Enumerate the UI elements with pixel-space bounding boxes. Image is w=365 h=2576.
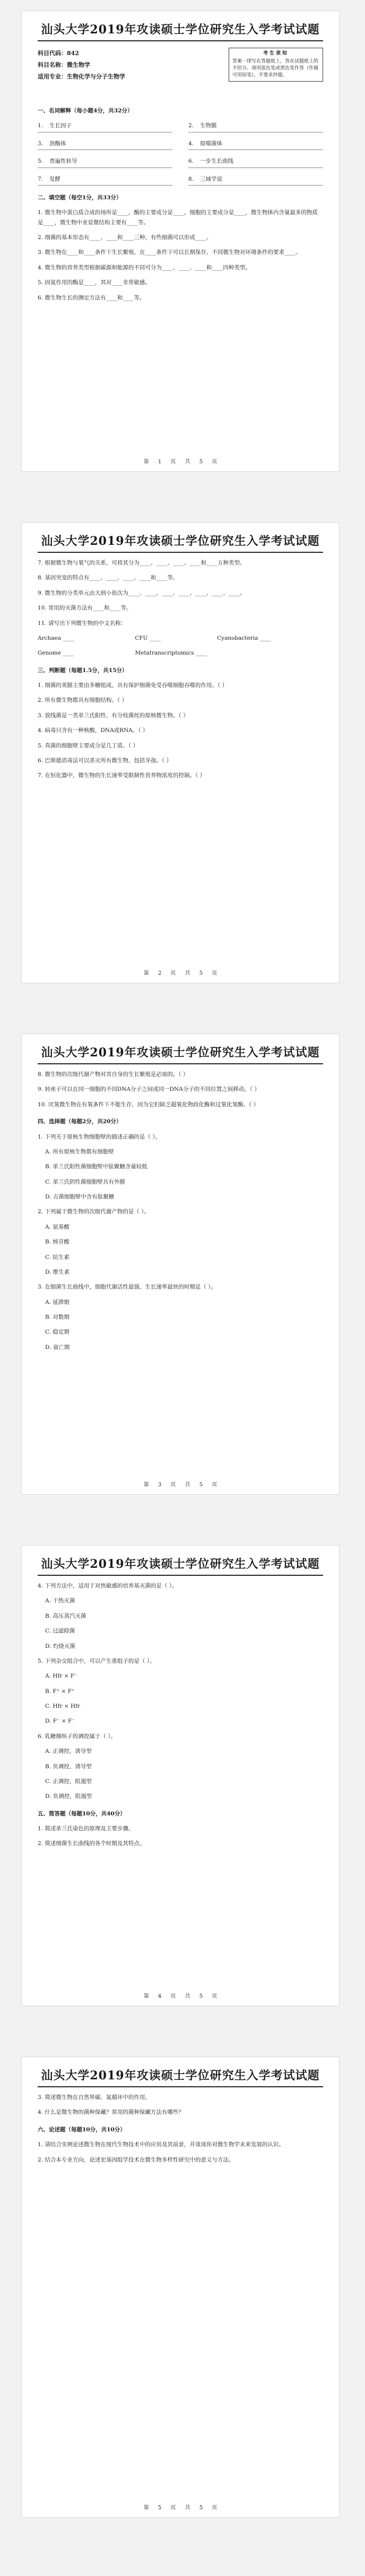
choice-option: B. 高压蒸汽灭菌 [45,1612,86,1619]
term-item: 2. 生物膜 [188,121,323,132]
fill-question: 3. 微生物在____和____条件下生长繁殖，在____条件下可以长期保存，不同微生物对环境条件的要求____。 [38,249,301,256]
applicable-major: 适用专业：生物化学与分子生物学 [38,73,125,80]
choice-option: A. 延滞期 [45,1299,69,1305]
choice-option: D. 维生素 [45,1268,70,1275]
choice-option: B. 核苷酸 [45,1239,69,1246]
choice-option: D. 负调控，阻遏型 [45,1793,92,1800]
judge-question: 7. 在恒化器中，微生物的生长速率受限制性营养物浓度的控制。（ ） [38,772,205,779]
notes-title: 考生须知 [263,51,289,56]
term-item: 5. 普遍性转导 [38,156,172,167]
choice-option: A. 氨基酸 [45,1223,69,1230]
section-heading: 六、论述题（每题10分，共10分） [38,2126,126,2133]
choice-option: A. 干热灭菌 [45,1598,75,1604]
judge-question: 9. 转座子可以在同一细胞的不同DNA分子之间或同一DNA分子的不同位置之间移动。（ ） [38,1086,260,1093]
choice-option: B. 革兰氏阳性菌细胞壁中肽聚糖含量较低 [45,1163,147,1170]
page-title: 汕头大学2019年攻读硕士学位研究生入学考试试题 [38,1555,323,1576]
page-footer: 第 5 页 共 5 页 [143,2505,218,2511]
page-footer: 第 4 页 共 5 页 [143,1993,218,1999]
essay-question: 1. 请结合实例论述微生物在现代生物技术中的应用及其前景，并谈谈你对微生物学未来发展的认识。 [38,2141,284,2148]
fill-question: 10. 常用的灭菌方法有____和____等。 [38,605,132,612]
exam-page-3 [21,1034,340,1495]
choice-option: A. 所有原核生物都有细胞壁 [45,1148,114,1155]
exam-page-1 [21,11,340,472]
judge-question: 10. 厌氧微生物在有氧条件下不能生存，因为它们缺乏超氧化物歧化酶和过氧化氢酶。（ ） [38,1101,259,1108]
latin-term: CFU ____ [135,634,161,641]
choice-question: 2. 下列属于微生物的次级代谢产物的是（ ）。 [38,1208,150,1215]
section-heading: 一、名词解释（每小题4分，共32分） [38,108,133,114]
choice-option: D. 灼烧灭菌 [45,1643,75,1649]
page-title: 汕头大学2019年攻读硕士学位研究生入学考试试题 [38,532,323,553]
term-item: 4. 原噬菌体 [188,139,323,150]
section-heading: 五、简答题（每题10分，共40分） [38,1810,126,1817]
exam-page-5 [21,2057,340,2518]
page-footer: 第 2 页 共 5 页 [143,971,218,976]
section-heading: 三、判断题（每题1.5分，共15分） [38,667,128,674]
choice-option: A. 正调控，诱导型 [45,1748,92,1755]
short-question: 3. 简述微生物在自然界碳、氮循环中的作用。 [38,2094,151,2101]
choice-option: C. 稳定期 [45,1329,69,1336]
term-item: 7. 发酵 [38,174,172,186]
fill-question: 9. 微生物的分类单元由大到小依次为____、____、____、____、____、____、____。 [38,589,246,596]
judge-question: 4. 病毒只含有一种核酸，DNA或RNA。（ ） [38,727,149,734]
fill-question: 4. 微生物的营养类型根据碳源和能源的不同可分为____、____、____和____四种类型。 [38,264,251,271]
latin-term [217,648,323,658]
terms-grid [38,121,323,186]
section-heading: 四、选择题（每题2分，共20分） [38,1118,122,1125]
section-heading: 二、填空题（每空1分，共33分） [38,194,122,201]
choice-option: C. 抗生素 [45,1254,69,1260]
choice-option: D. 衰亡期 [45,1344,70,1351]
choice-question: 4. 下列方法中，适用于对热敏感的培养基灭菌的是（ ）。 [38,1583,178,1589]
short-question: 2. 简述细菌生长曲线的各个时期及其特点。 [38,1840,145,1847]
fill-question: 7. 根据微生物与氧气的关系，可将其分为____、____、____、____和____五种类型。 [38,560,246,566]
latin-term: Archaea ____ [38,634,74,641]
essay-question: 2. 结合本专业方向，论述宏基因组学技术在微生物多样性研究中的意义与方法。 [38,2156,234,2163]
choice-option: C. 过滤除菌 [45,1628,75,1635]
choice-option: D. 古菌细胞壁中含有肽聚糖 [45,1194,115,1200]
choice-option: A. Hfr × F⁻ [45,1673,77,1680]
page-footer: 第 1 页 共 5 页 [143,459,218,465]
choice-option: B. F⁺ × F⁺ [45,1688,75,1695]
page-title: 汕头大学2019年攻读硕士学位研究生入学考试试题 [38,1044,323,1064]
latin-term: Cyanobacteria ____ [217,634,271,641]
term-item: 8. 三域学说 [188,174,323,186]
judge-question: 3. 放线菌是一类革兰氏阳性、有分枝菌丝的原核微生物。（ ） [38,712,189,719]
subject-code: 科目代码：842 [38,50,79,57]
fill-question: 1. 微生物中蛋白质合成的场所是____，酶的主要成分是____，细胞的主要成分是____，微生物体内含量最多的物质是____，微生物中亚显微结构主要有____等。 [38,209,318,226]
term-item: 6. 一步生长曲线 [188,156,323,167]
judge-question: 2. 所有微生物都具有细胞结构。（ ） [38,697,127,704]
judge-question: 5. 真菌的细胞壁主要成分是几丁质。（ ） [38,742,138,749]
judge-question: 1. 细菌的荚膜主要由多糖组成，具有保护细菌免受吞噬细胞吞噬的作用。（ ） [38,682,228,689]
choice-question: 1. 下列关于原核生物细胞壁的描述正确的是（ ）。 [38,1133,161,1140]
notes-text: 答案一律写在答题纸上，答在试题纸上的不给分。请用蓝色笔或黑色笔作答（作图可用铅笔），不要求抄题。 [232,59,319,78]
candidate-notes-box [229,48,323,82]
exam-page-2 [21,522,340,983]
page-title: 汕头大学2019年攻读硕士学位研究生入学考试试题 [38,21,323,41]
choice-question: 5. 下列杂交组合中，可以产生重组子的是（ ）。 [38,1657,155,1664]
choice-option: B. 负调控，诱导型 [45,1763,92,1770]
fill-question: 5. 固氮作用的酶是____，其对____非常敏感。 [38,279,151,286]
choice-option: C. Hfr × Hfr [45,1703,80,1709]
fill-question: 6. 微生物生长的测定方法有____和____等。 [38,294,145,301]
page-footer: 第 3 页 共 5 页 [143,1482,218,1488]
page-title: 汕头大学2019年攻读硕士学位研究生入学考试试题 [38,2067,323,2087]
latin-term: Genome ____ [38,650,74,657]
choice-option: D. F⁻ × F⁻ [45,1718,75,1725]
term-item: 3. 溶酶体 [38,139,172,150]
short-question: 1. 简述革兰氏染色的原理及主要步骤。 [38,1825,134,1832]
short-question: 4. 什么是微生物的菌种保藏？常用的菌种保藏方法有哪些？ [38,2109,184,2116]
choice-question: 6. 乳糖操纵子的调控属于（ ）。 [38,1733,116,1740]
term-item: 1. 生长因子 [38,121,172,132]
fill-question: 11. 请写出下列微生物的中文名称： [38,620,127,627]
latin-terms [38,633,323,658]
judge-question: 8. 微生物的次级代谢产物对其自身的生长繁殖是必需的。（ ） [38,1071,189,1078]
exam-page-4 [21,1545,340,2006]
judge-question: 6. 巴斯德消毒法可以杀灭所有微生物，包括芽孢。（ ） [38,757,172,764]
exam-info [38,48,323,99]
choice-option: B. 对数期 [45,1314,69,1320]
choice-option: C. 革兰氏阴性菌细胞壁具有外膜 [45,1178,125,1185]
choice-option: C. 正调控，阻遏型 [45,1778,92,1785]
choice-question: 3. 在细菌生长曲线中，细胞代谢活性最强、生长速率最快的时期是（ ）。 [38,1284,216,1291]
fill-question: 2. 细菌的基本形态有____、____和____三种，有些细菌可以形成____。 [38,234,212,241]
subject-name: 科目名称：微生物学 [38,61,90,68]
fill-question: 8. 基因突变的特点有____、____、____、____和____等。 [38,575,179,581]
latin-term: Metatranscriptomics ____ [135,650,207,657]
